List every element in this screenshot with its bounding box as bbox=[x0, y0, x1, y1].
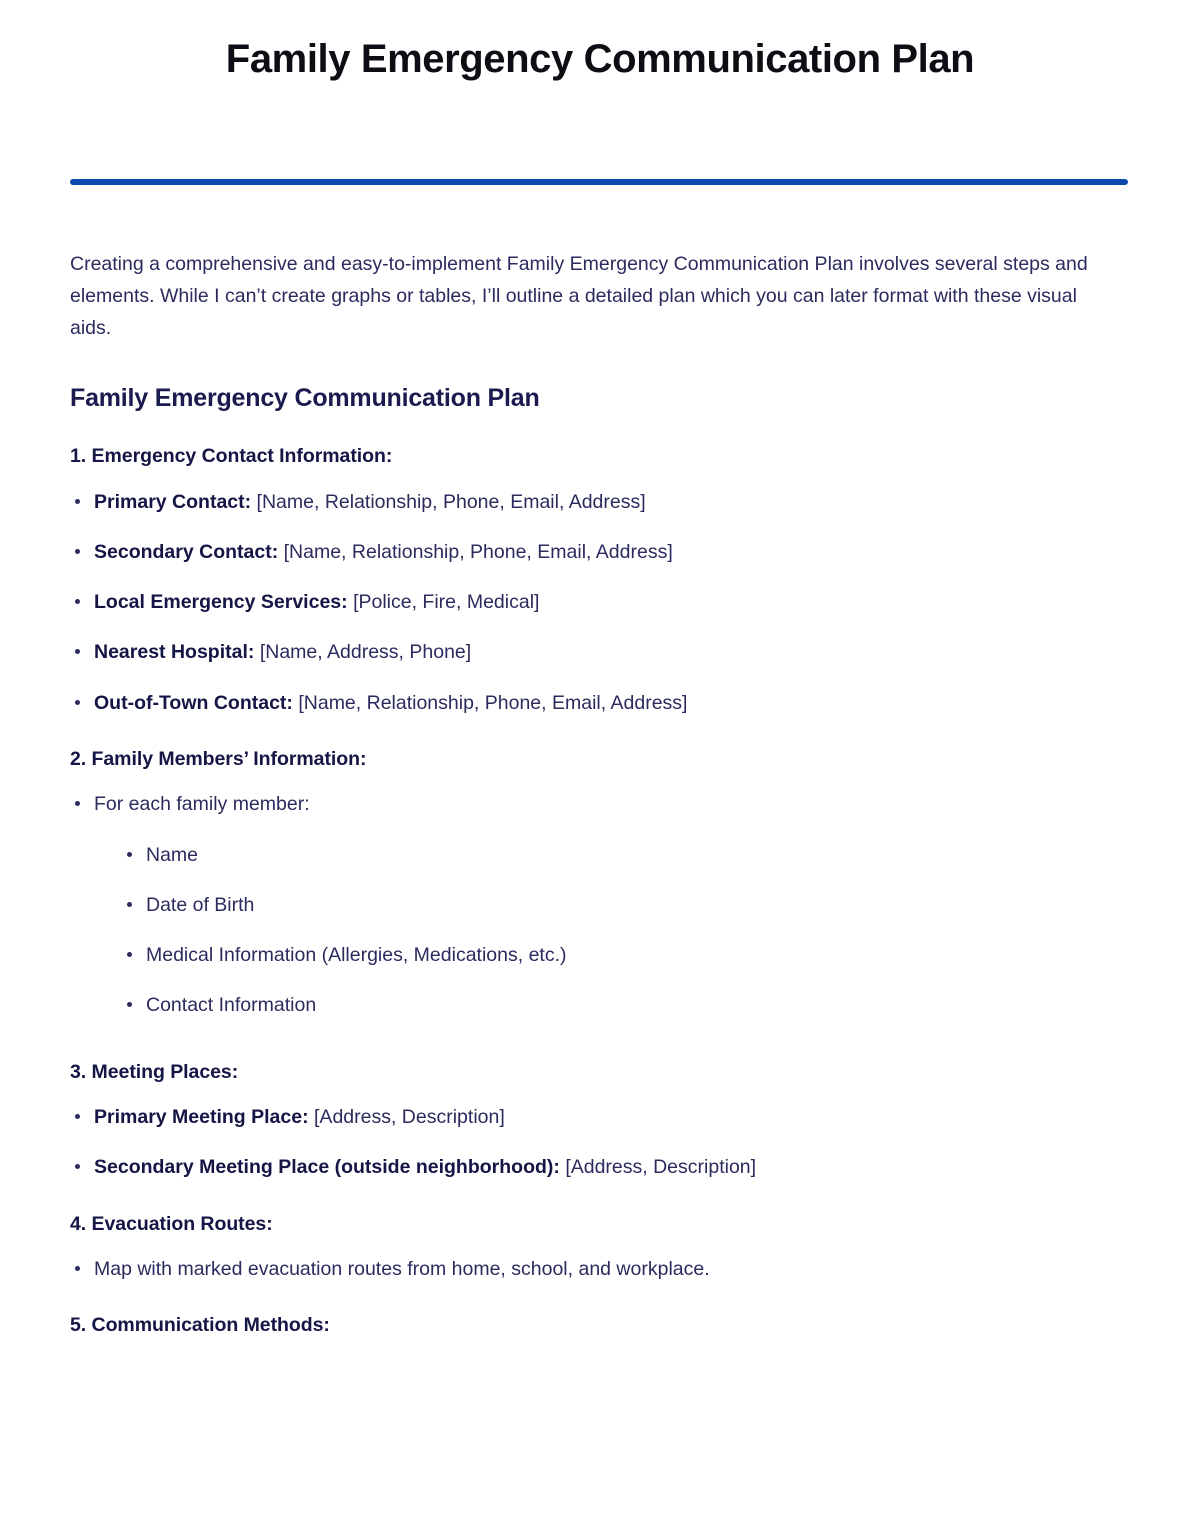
section-heading-meeting-places: 3. Meeting Places: bbox=[70, 1060, 239, 1083]
item-value: Name bbox=[146, 843, 199, 866]
list-item bbox=[70, 1153, 1130, 1181]
list-family-members bbox=[70, 790, 1130, 1019]
item-value: For each family member: bbox=[94, 793, 310, 816]
title-divider bbox=[70, 179, 1128, 185]
list-item bbox=[70, 488, 1130, 516]
section-heading-evacuation-routes: 4. Evacuation Routes: bbox=[70, 1212, 273, 1235]
item-value: Map with marked evacuation routes from home, school, and workplace. bbox=[94, 1257, 710, 1280]
intro-paragraph: Creating a comprehensive and easy-to-implement Family Emergency Communication Plan involves several steps and elements. While I can’t create graphs or tables, I’ll outline a detailed plan which you can later format with these visual aids. bbox=[70, 253, 1088, 340]
spacer bbox=[70, 1020, 1130, 1030]
list-item bbox=[122, 941, 1130, 969]
item-value: [Name, Relationship, Phone, Email, Address] bbox=[256, 490, 646, 513]
item-label: Out-of-Town Contact: bbox=[94, 691, 293, 714]
list-item bbox=[70, 790, 1130, 1019]
list-item bbox=[122, 891, 1130, 919]
item-label: Secondary Meeting Place (outside neighborhood): bbox=[94, 1156, 560, 1179]
list-item bbox=[70, 588, 1130, 616]
list-item bbox=[122, 991, 1130, 1019]
document-body bbox=[0, 249, 1200, 1338]
item-label: Nearest Hospital: bbox=[94, 641, 255, 664]
item-label: Primary Meeting Place: bbox=[94, 1106, 309, 1129]
list-item bbox=[122, 841, 1130, 869]
item-value: [Name, Address, Phone] bbox=[259, 641, 472, 664]
plan-heading: Family Emergency Communication Plan bbox=[70, 384, 540, 413]
item-value: Contact Information bbox=[146, 994, 317, 1017]
item-value: [Police, Fire, Medical] bbox=[353, 591, 540, 614]
list-item bbox=[70, 689, 1130, 717]
list-item bbox=[70, 1103, 1130, 1131]
item-value: [Address, Description] bbox=[565, 1156, 757, 1179]
section-heading-family-members-information: 2. Family Members’ Information: bbox=[70, 748, 367, 771]
list-emergency-contacts bbox=[70, 488, 1130, 717]
item-value: [Address, Description] bbox=[314, 1106, 505, 1129]
list-item bbox=[70, 1255, 1130, 1283]
list-family-member-fields bbox=[94, 841, 1130, 1020]
list-meeting-places bbox=[70, 1103, 1130, 1182]
list-item bbox=[70, 538, 1130, 566]
item-value: Date of Birth bbox=[146, 893, 255, 916]
item-value: [Name, Relationship, Phone, Email, Address] bbox=[298, 691, 688, 714]
list-evacuation-routes bbox=[70, 1255, 1130, 1283]
item-label: Local Emergency Services: bbox=[94, 591, 348, 614]
page-title: Family Emergency Communication Plan bbox=[225, 37, 975, 81]
item-label: Primary Contact: bbox=[94, 490, 252, 513]
item-value: [Name, Relationship, Phone, Email, Address] bbox=[283, 540, 673, 563]
item-value: Medical Information (Allergies, Medications, etc.) bbox=[146, 944, 567, 967]
list-item bbox=[70, 638, 1130, 666]
title-rule-container bbox=[0, 179, 1200, 185]
item-label: Secondary Contact: bbox=[94, 540, 279, 563]
section-heading-emergency-contact-information: 1. Emergency Contact Information: bbox=[70, 445, 393, 468]
section-heading-communication-methods: 5. Communication Methods: bbox=[70, 1314, 330, 1337]
